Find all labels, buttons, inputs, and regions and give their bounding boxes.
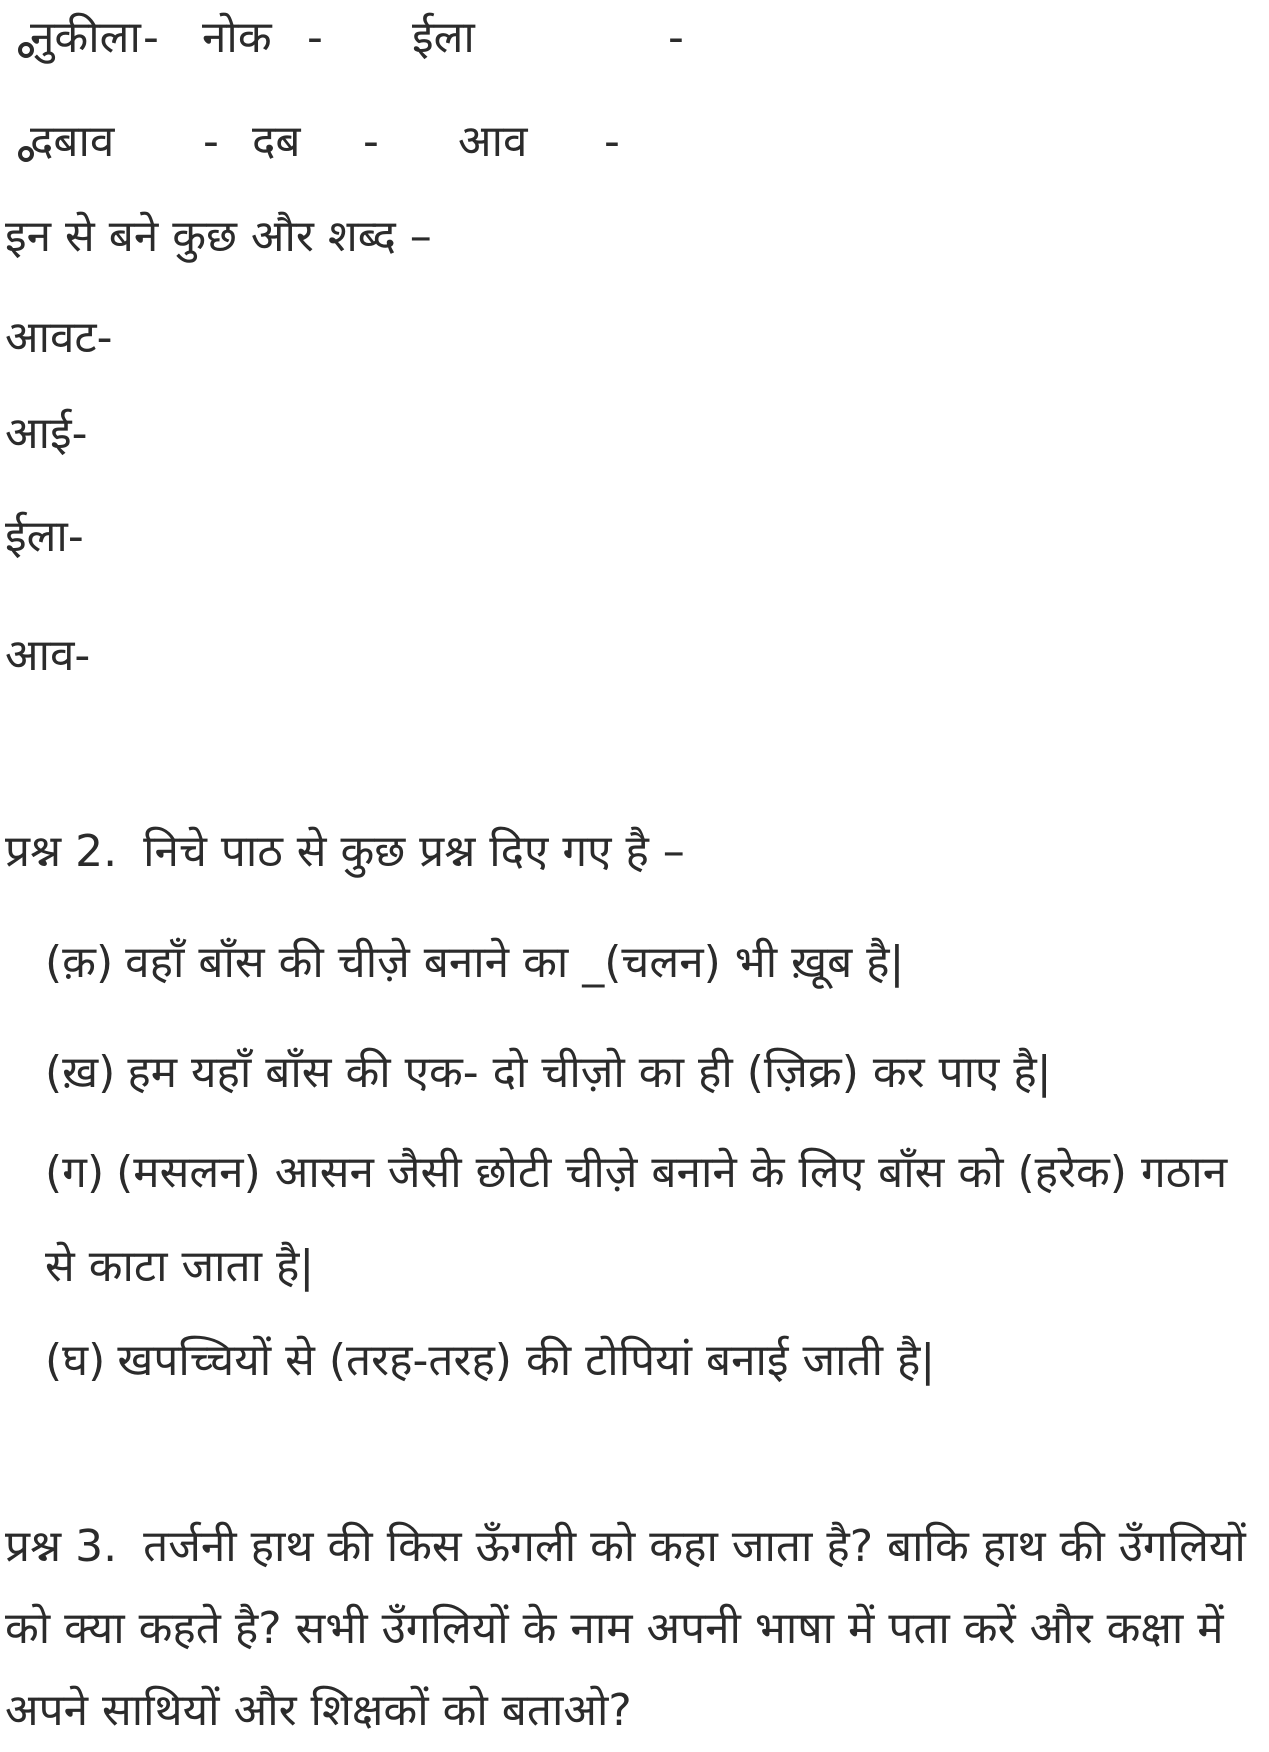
breakdown-word: दबाव	[30, 116, 115, 167]
fill-in-word-line: ईला-	[5, 511, 84, 562]
breakdown-part-2: आव	[458, 116, 528, 167]
question-2-item-b	[0, 1026, 1269, 1120]
item-text: (मसलन) आसन जैसी छोटी चीज़े बनाने के लिए बाँस को (हरेक) गठान से काटा जाता है|	[45, 1147, 1228, 1292]
fill-in-word-line: आवट-	[5, 312, 113, 363]
item-text: खपच्चियों से (तरह-तरह) की टोपियां बनाई जाती है|	[117, 1335, 936, 1386]
question-3-label: प्रश्न 3.	[5, 1521, 118, 1572]
item-marker: (ग)	[45, 1147, 105, 1198]
breakdown-word: नुकीला	[30, 12, 141, 63]
breakdown-part-1: नोक	[202, 12, 272, 63]
question-2-item-a	[0, 916, 1269, 1010]
question-2-text: निचे पाठ से कुछ प्रश्न दिए गए है –	[143, 826, 685, 877]
question-3-text: तर्जनी हाथ की किस ऊँगली को कहा जाता है? बाकि हाथ की उँगलियों को क्या कहते है? सभी उँगलियों के नाम अपनी भाषा में पता करें और कक्षा में अपने साथियों और शिक्षकों को बताओ?	[5, 1521, 1246, 1736]
question-2-label: प्रश्न 2.	[5, 826, 118, 877]
item-marker: (घ)	[45, 1335, 106, 1386]
breakdown-dash: -	[203, 116, 219, 167]
fill-in-word-line: आई-	[5, 408, 88, 459]
item-marker: (ख़)	[45, 1047, 116, 1098]
breakdown-dash: -	[363, 116, 379, 167]
breakdown-dash: -	[604, 116, 620, 167]
item-text: हम यहाँ बाँस की एक- दो चीज़ो का ही (ज़िक्र) कर पाए है|	[127, 1047, 1052, 1098]
word-breakdown-row-1	[0, 6, 1269, 81]
word-breakdown-row-2	[0, 110, 1269, 185]
intro-line: इन से बने कुछ और शब्द –	[5, 211, 432, 262]
question-2-heading	[5, 820, 685, 884]
fill-in-word-line: आव-	[5, 630, 91, 681]
question-3-paragraph	[0, 1506, 1269, 1752]
item-marker: (क़)	[45, 937, 114, 988]
breakdown-dash: -	[143, 12, 159, 63]
question-2-item-d	[0, 1314, 1269, 1408]
question-2-item-c	[0, 1126, 1269, 1314]
breakdown-part-2: ईला	[412, 12, 475, 63]
item-text: वहाँ बाँस की चीज़े बनाने का _(चलन) भी ख़ूब है|	[125, 937, 905, 988]
breakdown-part-1: दब	[252, 116, 301, 167]
breakdown-dash: -	[668, 12, 684, 63]
breakdown-dash: -	[307, 12, 323, 63]
